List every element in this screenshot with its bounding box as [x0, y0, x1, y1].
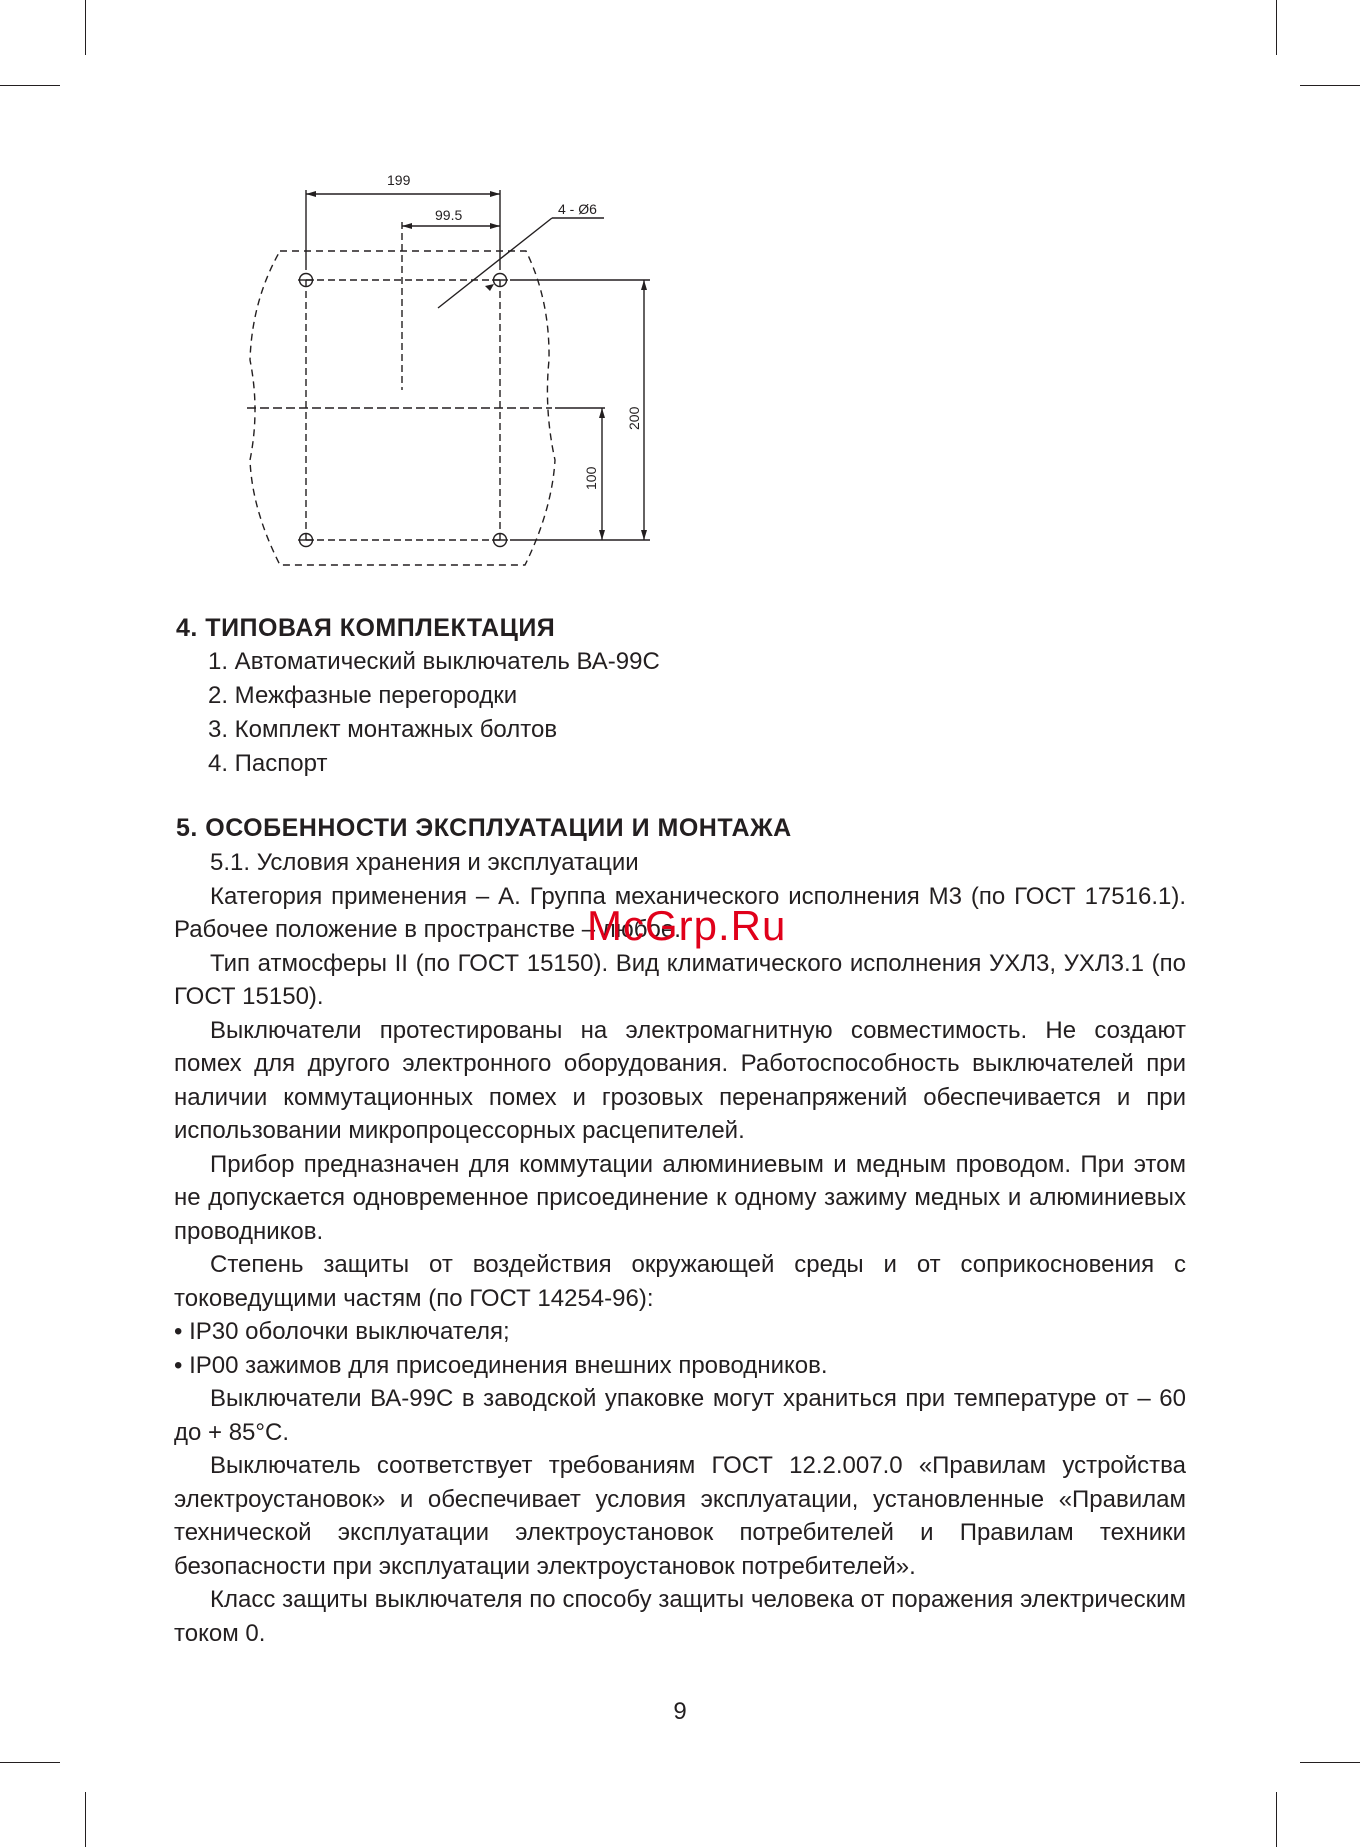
list-item: 1. Автоматический выключатель ВА-99С — [208, 648, 660, 675]
dim-label-200: 200 — [626, 406, 642, 430]
crop-mark-bottom-right-v — [1276, 1792, 1277, 1847]
crop-mark-top-left-h — [0, 85, 60, 86]
crop-mark-bottom-left-v — [85, 1792, 86, 1847]
watermark: McGrp.Ru — [587, 902, 787, 949]
crop-mark-top-right-v — [1276, 0, 1277, 55]
paragraph: 5.1. Условия хранения и эксплуатации — [210, 849, 639, 876]
section-4-title: 4. ТИПОВАЯ КОМПЛЕКТАЦИЯ — [176, 614, 556, 642]
section-5-body — [174, 846, 1186, 1650]
dim-label-100: 100 — [583, 466, 599, 490]
crop-mark-bottom-left-h — [0, 1762, 60, 1763]
paragraph: Класс защиты выключателя по способу защиты человека от поражения электрическим током 0. — [174, 1586, 1186, 1647]
paragraph: Тип атмосферы II (по ГОСТ 15150). Вид климатического исполнения УХЛ3, УХЛ3.1 (по ГОСТ 15150). — [174, 949, 1186, 1010]
list-item: 2. Межфазные перегородки — [208, 682, 518, 709]
paragraph: Прибор предназначен для коммутации алюминиевым и медным проводом. При этом не допускается одновременное присоединение к одному зажиму медных и алюминиевых проводников. — [174, 1150, 1186, 1245]
crop-mark-bottom-right-h — [1300, 1762, 1360, 1763]
list-item: 4. Паспорт — [208, 750, 328, 777]
dim-label-hole: 4 - Ø6 — [558, 201, 597, 217]
crop-mark-top-right-h — [1300, 85, 1360, 86]
paragraph: Выключатели ВА-99С в заводской упаковке могут храниться при температуре от – 60 до + 85°С. — [174, 1385, 1186, 1446]
paragraph: Категория применения – А. Группа механического исполнения М3 (по ГОСТ 17516.1). Рабочее положение в пространстве – любое. — [174, 882, 1186, 943]
mounting-drawing — [230, 160, 690, 580]
paragraph: Степень защиты от воздействия окружающей среды и от соприкосновения с токоведущими частям (по ГОСТ 14254-96): — [174, 1251, 1186, 1312]
dim-label-199: 199 — [387, 172, 411, 188]
dim-label-99-5: 99.5 — [435, 207, 463, 223]
crop-mark-top-left-v — [85, 0, 86, 55]
list-item: 3. Комплект монтажных болтов — [208, 716, 558, 743]
kit-list — [208, 645, 660, 781]
paragraph: Выключатель соответствует требованиям ГОСТ 12.2.007.0 «Правилам устройства электроустановок» и обеспечивает условия эксплуатации, установленные «Правилам технической эксплуатации электроустановок потребителей и Правилам техники безопасности при эксплуатации электроустановок потребителей». — [174, 1452, 1186, 1580]
bullet-item: • IP00 зажимов для присоединения внешних проводников. — [174, 1351, 828, 1379]
paragraph: Выключатели протестированы на электромагнитную совместимость. Не создают помех для другого электронного оборудования. Работоспособность выключателей при наличии коммутационных помех и грозовых перенапряжений обеспечивается и при использовании микропроцессорных расцепителей. — [174, 1016, 1186, 1144]
bullet-item: • IP30 оболочки выключателя; — [174, 1318, 510, 1345]
page-number: 9 — [673, 1698, 687, 1725]
leader-line — [438, 218, 552, 308]
section-5-title: 5. ОСОБЕННОСТИ ЭКСПЛУАТАЦИИ И МОНТАЖА — [176, 814, 792, 842]
